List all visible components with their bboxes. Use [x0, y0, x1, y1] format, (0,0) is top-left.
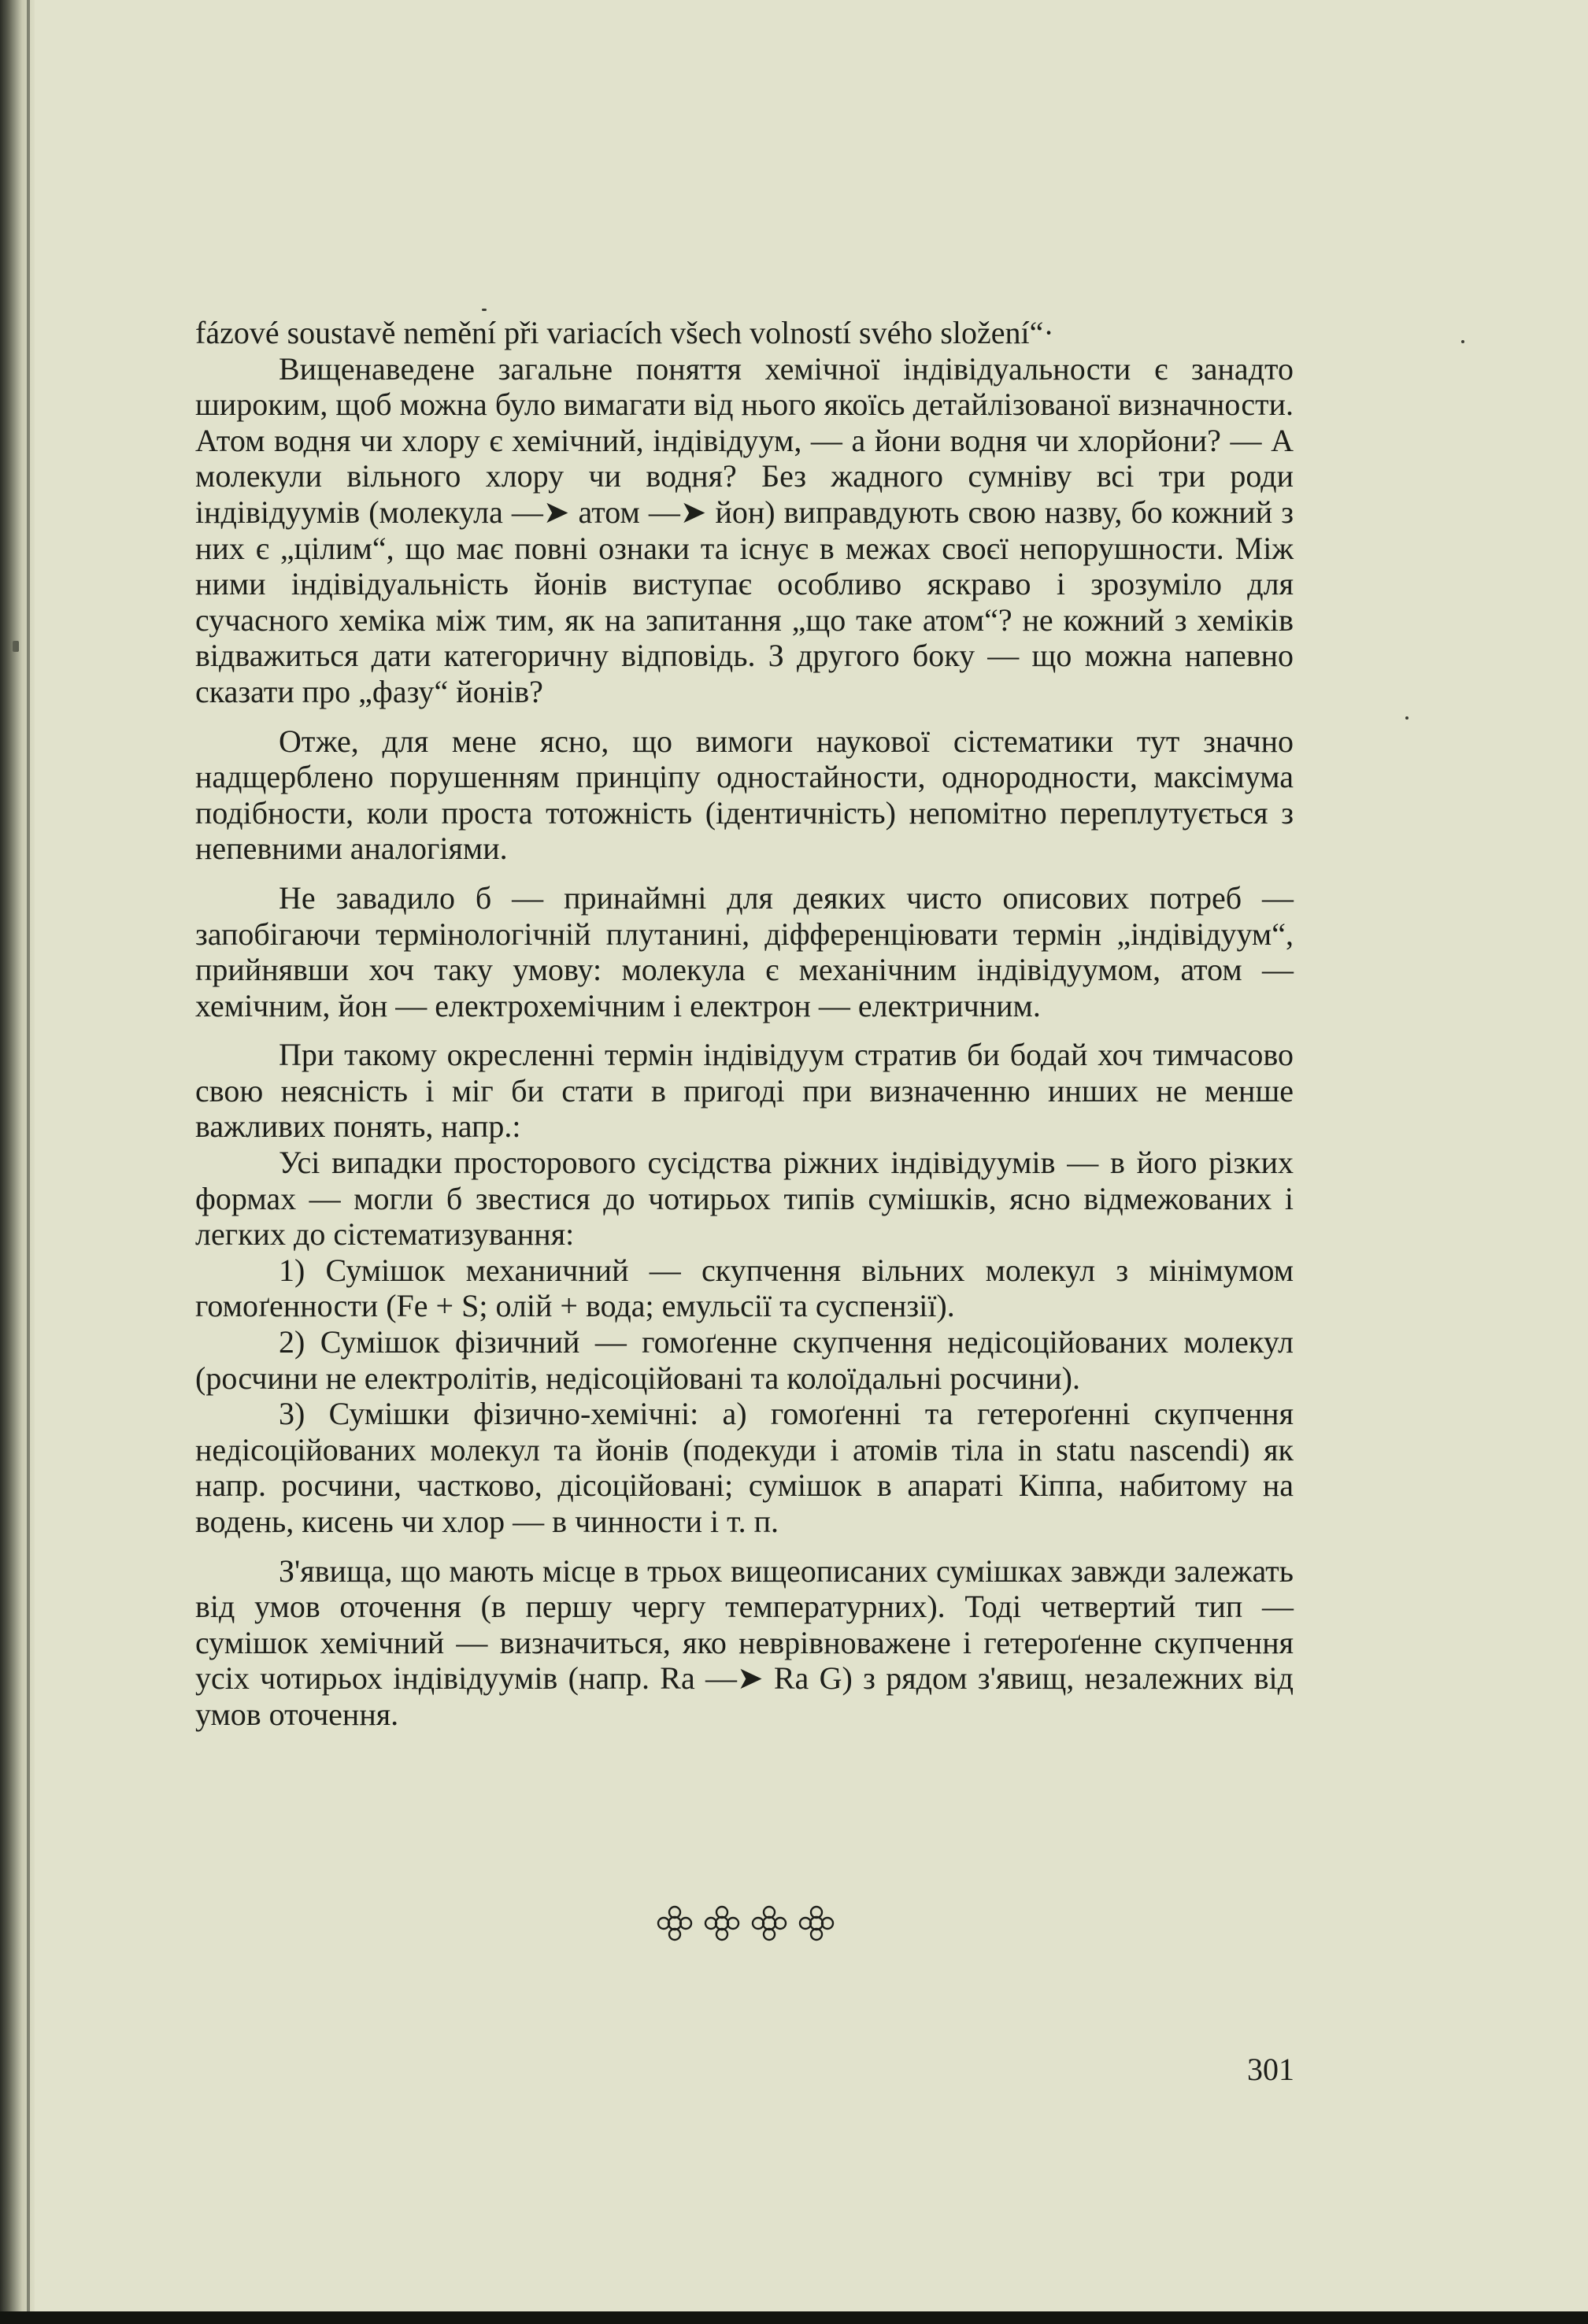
list-item: 2) Сумішок фізичний — гомоґенне скупчення недісоційованих молекул (росчини не електролітів, недісоційовані та колоїдальні росчини).	[195, 1324, 1294, 1396]
print-speck	[1405, 716, 1408, 720]
floral-divider-icon	[651, 1904, 840, 1943]
paragraph: З'явища, що мають місце в трьох вищеописаних сумішках завжди залежать від умов оточення (в першу чергу температурних). Тоді четвертий тип — сумішок хемічний — визначиться, яко неврівноважене і гетероґенне скупчення усіх чотирьох індівідуумів (напр. Ra —➤ Ra G) з рядом з'явищ, незалежних від умов оточення.	[195, 1552, 1294, 1732]
print-speck	[1461, 340, 1464, 343]
paragraph: Не завадило б — принаймні для деяких чисто описових потреб — запобігаючи термінологічній плутанині, діфференціювати термін „індівідуум“, прийнявши хоч таку умову: молекула є механічним індівідуумом, атом — хемічним, йон — електрохемічним і електрон — електричним.	[195, 879, 1294, 1023]
scan-bottom-edge	[0, 2311, 1588, 2324]
list-item: 3) Сумішки фізично-хемічні: а) гомоґенні та гетероґенні скупчення недісоційованих молекул та йонів (подекуди і атомів тіла in statu nascendi) як напр. росчини, частково, дісоційовані; сумішок в апараті Кіппа, набитому на водень, кисень чи хлор — в чинности і т. п.	[195, 1396, 1294, 1539]
paragraph: Вищенаведене загальне поняття хемічної індівідуальности є занадто широким, щоб можна було вимагати від нього якоїсь детайлізованої визначности. Атом водня чи хлору є хемічний, індівідуум, — а йони водня чи хлорйони? — А молекули вільного хлору чи водня? Без жадного сумніву всі три роди індівідуумів (молекула —➤ атом —➤ йон) виправдують свою назву, бо кожний з них є „цілим“, що має повні ознаки та існує в межах своєї непорушности. Між ними індівідуальність йонів виступає особливо яскраво і зрозуміло для сучасного хеміка між тим, як на запитання „що таке атом“? не кожний з хеміків відважиться дати категоричну відповідь. З другого боку — що можна напевно сказати про „фазу“ йонів?	[195, 350, 1294, 709]
paragraph: Отже, для мене ясно, що вимоги наукової сістематики тут значно надщерблено порушенням принціпу одностайности, однородности, максімума подібности, коли проста тотожність (ідентичність) непомітно переплутується з непевними аналогіями.	[195, 723, 1294, 867]
spine-crease	[27, 0, 30, 2324]
list-item: 1) Сумішок механичний — скупчення вільних молекул з мінімумом гомоґенности (Fe + S; олій + вода; емульсії та суспензії).	[195, 1252, 1294, 1324]
print-speck	[482, 309, 487, 311]
paragraph: Усі випадки просторового сусідства ріжних індівідуумів — в його різких формах — могли б звестися до чотирьох типів сумішків, ясно відмежованих і легких до сістематизування:	[195, 1145, 1294, 1253]
print-speck	[13, 641, 19, 652]
paragraph-continuation: fázové soustavě nemění při variacích všech volností svého složení“·	[195, 315, 1054, 350]
body-text	[195, 315, 1294, 1733]
paragraph: При такому окресленні термін індівідуум стратив би бодай хоч тимчасово свою неясність і міг би стати в пригоді при визначенню инших не менше важливих понять, напр.:	[195, 1037, 1294, 1145]
page-number: 301	[1247, 2052, 1294, 2087]
